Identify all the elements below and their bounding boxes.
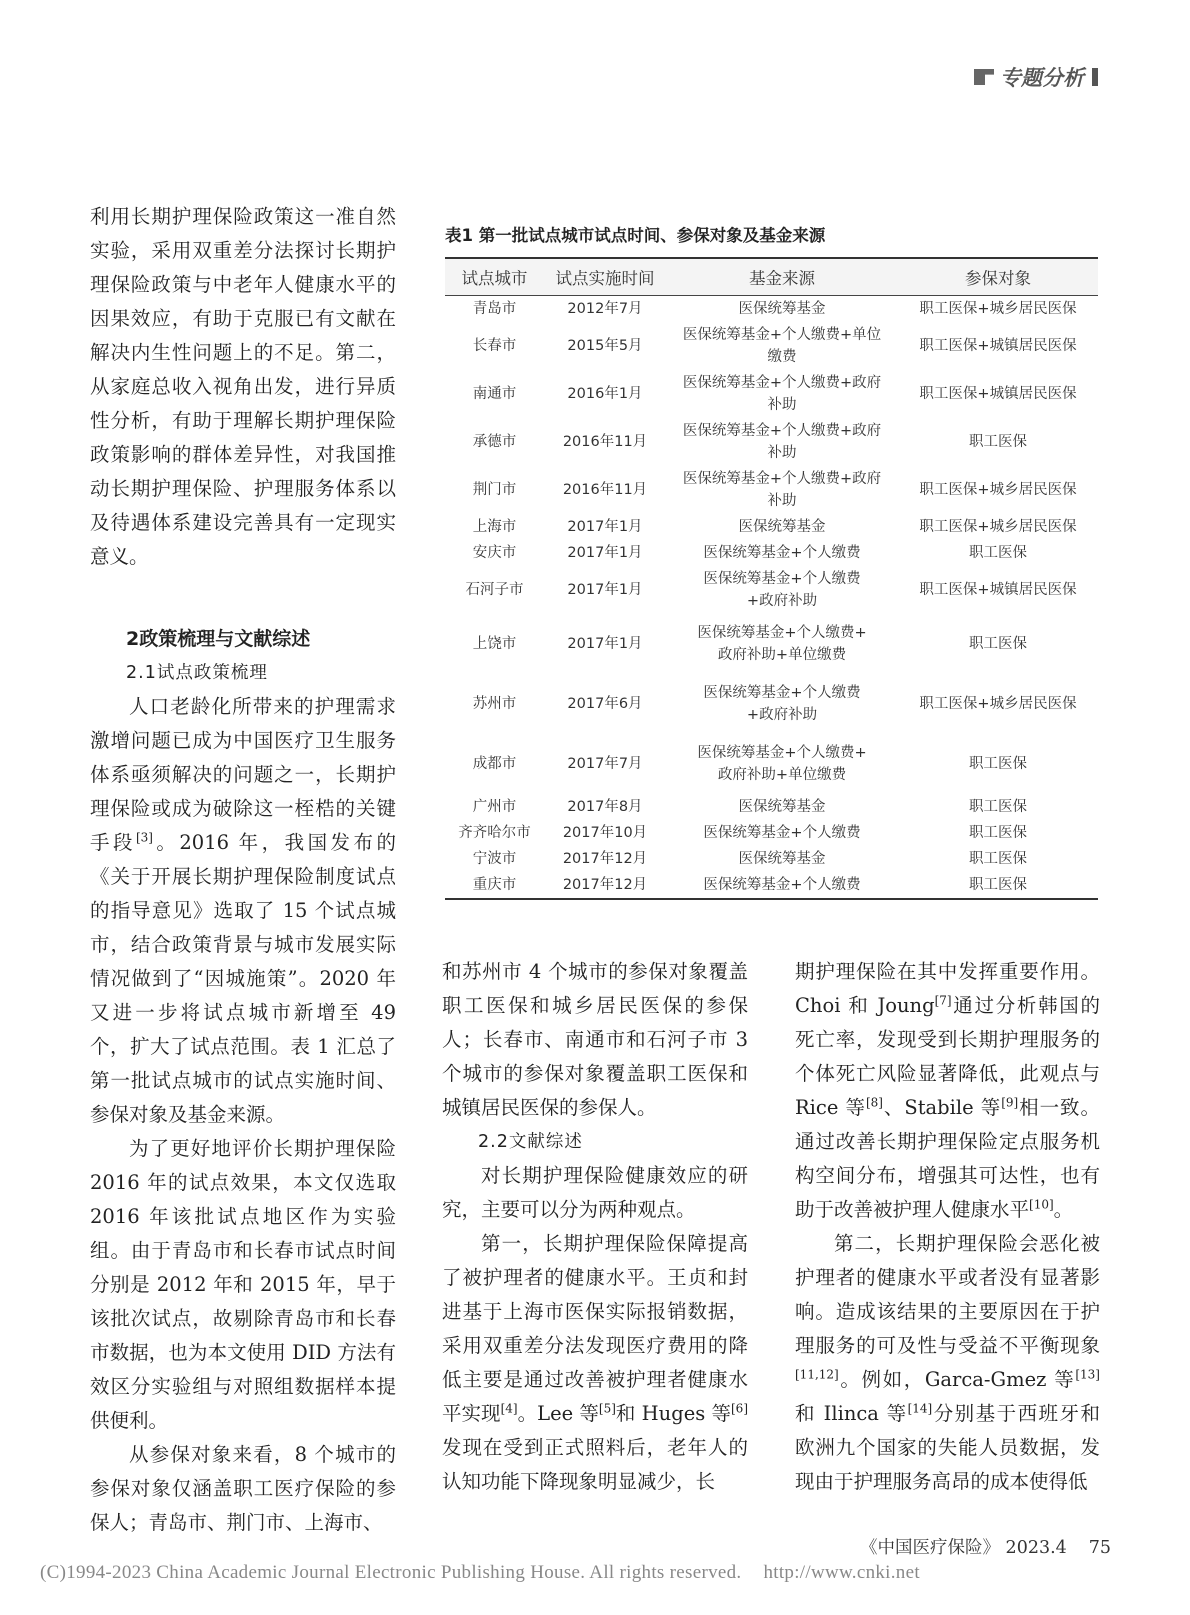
cell-insured: 职工医保 [969,545,1027,561]
literature-paragraph-2 [442,1227,748,1499]
section-heading: 2政策梳理与文献综述 [126,628,311,650]
copyright-text: (C)1994-2023 China Academic Journal Electronic Publishing House. All rights reserved. [40,1562,742,1583]
cell-insured: 职工医保 [969,825,1027,841]
insured-continuation: 和苏州市 4 个城市的参保对象覆盖职工医保和城乡居民医保的参保人；长春市、南通市和石河子市 3 个城市的参保对象覆盖职工医保和城镇居民医保的参保人。 [442,960,748,1119]
citation-13: [13] [1075,1367,1100,1382]
cell-insured: 职工医保 [969,799,1027,815]
cell-fund [666,674,898,734]
page-number: 75 [1088,1538,1112,1558]
cell-fund [666,370,898,418]
cell-city: 上海市 [472,519,517,535]
fund-line-1: 医保统筹基金+个人缴费+政府 [682,375,882,391]
fund-line-1: 医保统筹基金+个人缴费+政府 [682,423,882,439]
table-row [445,370,1098,418]
second-text-c: 和 Ilinca 等 [795,1402,908,1425]
second-text-a: 第二，长期护理保险会恶化被护理者的健康水平或者没有显著影响。造成该结果的主要原因在于护理服务的可及性与受益不平衡现象 [795,1232,1100,1357]
cell-insured: 职工医保+城镇居民医保 [919,338,1077,354]
table-row [445,466,1098,514]
section-bar-icon [1092,68,1098,86]
section-label [974,62,1098,92]
policy-text-a: 人口老龄化所带来的护理需求激增问题已成为中国医疗卫生服务体系亟须解决的问题之一，长期护理保险或成为破除这一桎梏的关键手段 [90,695,396,854]
fund-line-2: 补助 [767,445,797,461]
table-row [445,674,1098,734]
cell-fund [666,514,898,540]
pilot-city-table [445,257,1098,900]
cell-fund [666,614,898,674]
cell-insured: 职工医保+城镇居民医保 [919,582,1077,598]
table-row [445,614,1098,674]
fund-line-1: 医保统筹基金+个人缴费 [703,685,861,701]
cell-city: 上饶市 [472,636,517,652]
cell-fund [666,296,898,323]
literature-paragraph-3 [795,1227,1100,1499]
cell-time: 2017年1月 [567,545,643,561]
cell-fund [666,734,898,794]
cell-time: 2017年1月 [567,519,643,535]
cell-city: 石河子市 [465,582,524,598]
footer-journal [860,1534,1111,1559]
fund-line-2: +政府补助 [746,707,818,723]
cell-city: 宁波市 [472,851,517,867]
cell-insured: 职工医保 [969,434,1027,450]
fund-line-1: 医保统筹基金 [738,799,826,815]
cell-time: 2017年1月 [567,636,643,652]
cell-time: 2017年6月 [567,696,643,712]
fund-line-1: 医保统筹基金+个人缴费 [703,877,861,893]
cell-city: 苏州市 [472,696,517,712]
citation-4: [4] [500,1401,518,1416]
header-time: 试点实施时间 [544,258,666,296]
fund-line-2: 补助 [767,397,797,413]
fund-line-2: 政府补助+单位缴费 [717,647,847,663]
section-label-text: 专题分析 [1000,66,1084,90]
citation-14: [14] [907,1401,933,1416]
second-text-d: 分别基于西班牙和欧洲九个国家的失能人员数据，发现由于护理服务高昂的成本使得低 [795,1402,1100,1493]
fund-line-1: 医保统筹基金 [738,851,826,867]
cell-city: 齐齐哈尔市 [458,825,531,841]
fund-line-2: 补助 [767,493,797,509]
fund-line-2: 政府补助+单位缴费 [717,767,847,783]
cell-time: 2016年11月 [562,482,648,498]
literature-paragraph-1: 对长期护理保险健康效应的研究，主要可以分为两种观点。 [442,1164,748,1221]
cell-insured: 职工医保+城乡居民医保 [919,482,1077,498]
header-insured: 参保对象 [898,258,1098,296]
fund-line-2: 缴费 [767,349,797,365]
citation-7: [7] [934,993,952,1008]
cell-fund [666,466,898,514]
section-mark-icon [974,69,994,85]
journal-issue: 《中国医疗保险》 2023.4 [860,1538,1067,1558]
cell-insured: 职工医保 [969,756,1027,772]
cell-city: 承德市 [472,434,517,450]
table-row [445,872,1098,899]
table-header-row [445,258,1098,296]
cont-text-e: 。 [1053,1198,1074,1221]
table-row [445,794,1098,820]
table-row [445,322,1098,370]
citation-8: [8] [865,1095,883,1110]
cell-fund [666,794,898,820]
cell-city: 重庆市 [445,872,544,899]
subsection-heading-policy: 2.1试点政策梳理 [126,663,268,683]
cell-insured: 职工医保 [898,872,1098,899]
fund-line-1: 医保统筹基金 [738,519,826,535]
cell-insured: 职工医保 [969,851,1027,867]
cell-time: 2012年7月 [567,301,643,317]
fund-line-1: 医保统筹基金+个人缴费+ [697,625,867,641]
table-row [445,514,1098,540]
policy-paragraph-3: 从参保对象来看，8 个城市的参保对象仅涵盖职工医疗保险的参保人；青岛市、荆门市、上海市、 [90,1443,396,1534]
lit-text-c: 和 Huges 等 [615,1402,731,1425]
cell-city: 成都市 [472,756,517,772]
cont-text-a: 期护理保险在其中发挥重要作用。Choi 和 Joung [795,960,1100,1017]
cell-fund [666,846,898,872]
table-row [445,296,1098,323]
cell-insured: 职工医保+城乡居民医保 [919,696,1077,712]
literature-continuation [795,955,1100,1227]
fund-line-2: +政府补助 [746,593,818,609]
cell-time: 2017年12月 [544,872,666,899]
cont-text-b: 通过分析韩国的死亡率，发现受到长期护理服务的个体死亡风险显著降低，此观点与 Rice 等 [795,994,1100,1119]
table-caption: 表1 第一批试点城市试点时间、参保对象及基金来源 [445,226,826,245]
table-row [445,566,1098,614]
fund-line-1: 医保统筹基金+个人缴费+政府 [682,471,882,487]
table-1 [445,222,1098,900]
table-row [445,540,1098,566]
citation-6: [6] [731,1401,748,1416]
cell-city: 荆门市 [472,482,517,498]
cell-time: 2017年7月 [567,756,643,772]
lit-text-d: 发现在受到正式照料后，老年人的认知功能下降现象明显减少，长 [442,1436,748,1493]
second-text-b: 。例如，Garca-Gmez 等 [838,1368,1076,1391]
fund-line-1: 医保统筹基金+个人缴费 [703,571,861,587]
header-city: 试点城市 [445,258,544,296]
right-column [795,955,1100,1499]
header-fund: 基金来源 [666,258,898,296]
table-row [445,820,1098,846]
cont-text-c: 、Stabile 等 [882,1096,1002,1119]
cell-insured: 职工医保+城乡居民医保 [919,519,1077,535]
cell-insured: 职工医保+城乡居民医保 [919,301,1077,317]
policy-paragraph-2: 为了更好地评价长期护理保险 2016 年的试点效果，本文仅选取 2016 年该批试点地区作为实验组。由于青岛市和长春市试点时间分别是 2012 年和 2015 年，早于该批次试点，故剔除青岛市和长春市数据，也为本文使用 DID 方法有效区分实验组与对照组数据样本提供便利。 [90,1137,396,1432]
cell-fund [666,322,898,370]
cell-time: 2017年8月 [567,799,643,815]
cell-city: 南通市 [472,386,517,402]
table-row [445,734,1098,794]
cell-time: 2016年1月 [567,386,643,402]
fund-line-1: 医保统筹基金+个人缴费+单位 [682,327,882,343]
cell-fund [666,872,898,899]
subsection-heading-literature: 2.2文献综述 [478,1132,583,1152]
citation-9: [9] [1001,1095,1019,1110]
citation-3: [3] [135,830,153,845]
cell-city: 长春市 [472,338,517,354]
intro-paragraph: 利用长期护理保险政策这一准自然实验，采用双重差分法探讨长期护理保险政策与中老年人健康水平的因果效应，有助于克服已有文献在解决内生性问题上的不足。第二，从家庭总收入视角出发，进行异质性分析，有助于理解长期护理保险政策影响的群体差异性，对我国推动长期护理保险、护理服务体系以及待遇体系建设完善具有一定现实意义。 [90,205,396,568]
citation-11-12: [11,12] [795,1367,839,1382]
cell-fund [666,820,898,846]
cnki-link[interactable]: http://www.cnki.net [763,1562,920,1583]
left-column [90,200,396,1540]
fund-line-1: 医保统筹基金 [738,301,826,317]
table-body [445,296,1098,900]
cell-time: 2016年11月 [562,434,648,450]
fund-line-1: 医保统筹基金+个人缴费+ [697,745,867,761]
citation-5: [5] [598,1401,616,1416]
fund-line-1: 医保统筹基金+个人缴费 [703,825,861,841]
lit-text-a: 第一，长期护理保险保障提高了被护理者的健康水平。王贞和封进基于上海市医保实际报销数据，采用双重差分法发现医疗费用的降低主要是通过改善被护理者健康水平实现 [442,1232,748,1425]
cell-time: 2017年10月 [562,825,648,841]
cell-time: 2017年12月 [562,851,648,867]
cont-text-d: 相一致。通过改善长期护理保险定点服务机构空间分布，增强其可达性，也有助于改善被护理人健康水平 [795,1096,1100,1221]
policy-paragraph-1 [90,690,396,1132]
cell-insured: 职工医保 [969,636,1027,652]
cell-city: 广州市 [472,799,517,815]
policy-text-b: 。2016 年，我国发布的《关于开展长期护理保险制度试点的指导意见》选取了 15 个试点城市，结合政策背景与城市发展实际情况做到了“因城施策”。2020 年又进一步将试点城市新增至 49 个，扩大了试点范围。表 1 汇总了第一批试点城市的试点实施时间、参保对象及基金来源。 [90,831,396,1126]
cell-time: 2015年5月 [567,338,643,354]
fund-line-1: 医保统筹基金+个人缴费 [703,545,861,561]
cell-fund [666,566,898,614]
cell-city: 青岛市 [472,301,517,317]
table-row [445,846,1098,872]
middle-column [442,955,748,1499]
cell-time: 2017年1月 [567,582,643,598]
copyright-line [40,1562,920,1584]
citation-10: [10] [1029,1197,1054,1212]
cell-city: 安庆市 [472,545,517,561]
cell-insured: 职工医保+城镇居民医保 [919,386,1077,402]
cell-fund [666,418,898,466]
cell-fund [666,540,898,566]
lit-text-b: 。Lee 等 [517,1402,599,1425]
table-row [445,418,1098,466]
